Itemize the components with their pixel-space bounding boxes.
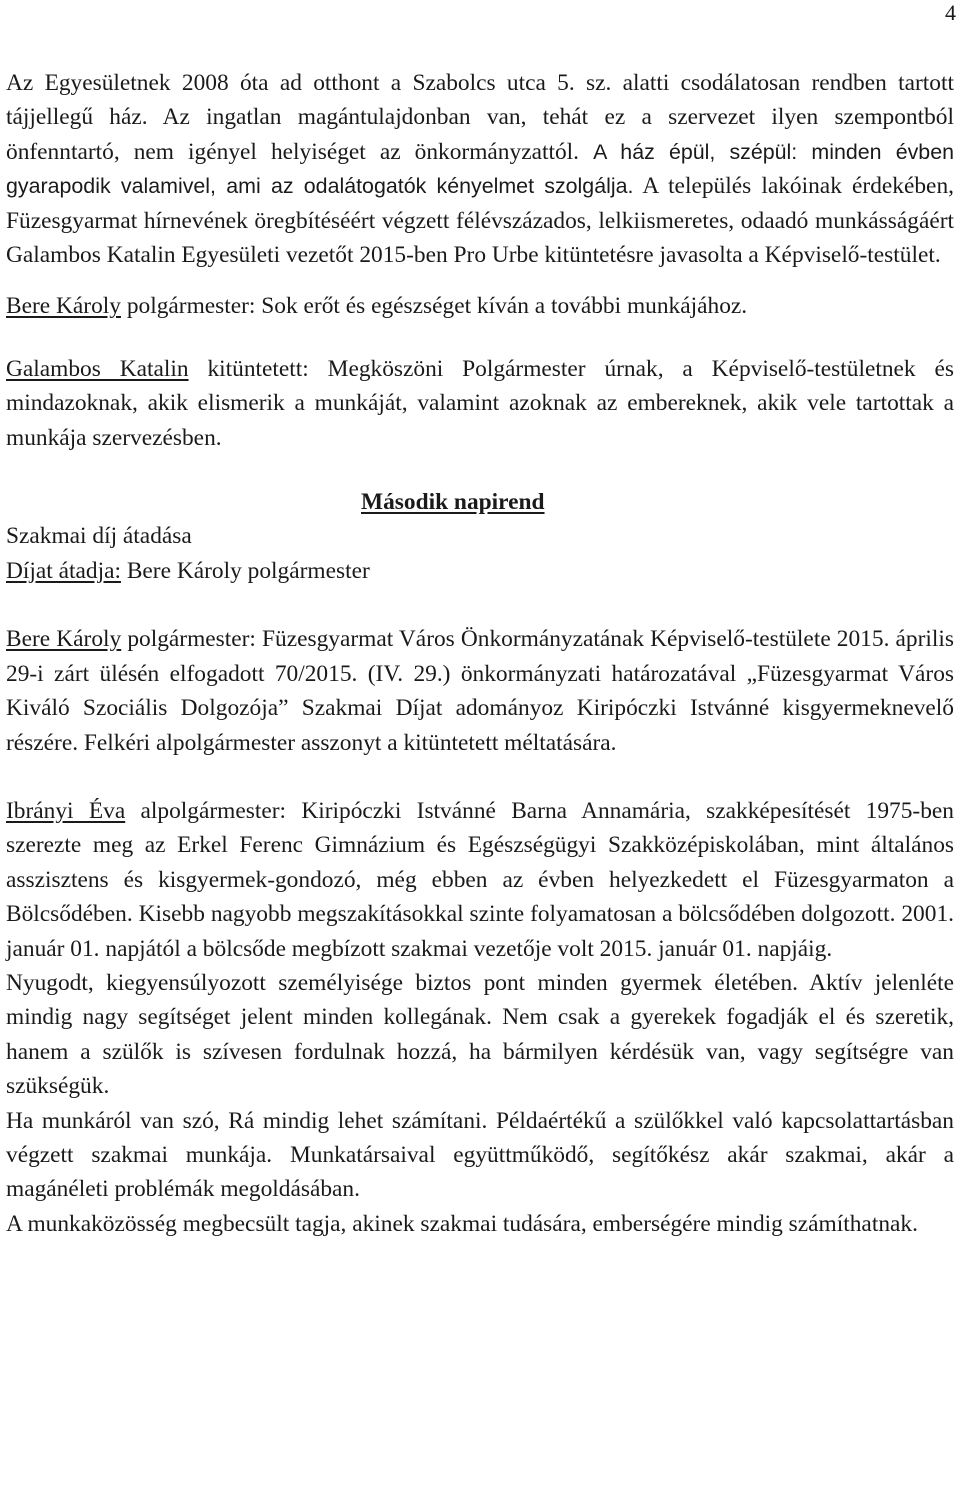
laudation-line: [6, 794, 954, 966]
laudation-line: A munkaközösség megbecsült tagja, akinek szakmai tudására, emberségére mindig számíthatnak.: [6, 1210, 918, 1237]
paragraph-text: A település lakóinak érdekében, Füzesgyarmat hírnevének öregbítéséért végzett félévszázados, lelkiismeretes, odaadó munkásságáért Galambos Katalin Egyesületi vezetőt 2015-ben Pro Urbe kitüntetésre javasolta a Képviselő-testület.: [6, 173, 954, 269]
speaker-name: Bere Károly: [6, 293, 121, 320]
laudation-line: Nyugodt, kiegyensúlyozott személyisége biztos pont minden gyermek életében. Aktív jelenléte mindig nagy segítséget jelent minden kollegának. Nem csak a gyerekek fogadják el és szeretik, hanem a szülők is szívesen fordulnak hozzá, ha bármilyen kérdésük van, vagy segítségre van szükségük.: [6, 969, 954, 1100]
paragraph-text: polgármester: Sok erőt és egészséget kíván a további munkájához.: [126, 293, 748, 320]
agenda-title: Szakmai díj átadása: [6, 523, 192, 550]
paragraph-text: kitüntetett: Megköszöni Polgármester úrnak, a Képviselő-testületnek és mindazoknak, akik elismerik a munkáját, valamint azoknak az embereknek, akik vele tartottak a munkája szervezésben.: [6, 355, 954, 451]
paragraph-mayor-wish: [6, 289, 954, 323]
presenter-label: Díjat átadja:: [6, 557, 121, 584]
paragraph-text: polgármester: Füzesgyarmat Város Önkormányzatának Képviselő-testülete 2015. április 29-i zárt ülésén elfogadott 70/2015. (IV. 29.) önkormányzati határozatával „Füzesgyarmat Város Kiváló Szociális Dolgozója” Szakmai Díjat adományoz Kiripóczki Istvánné kisgyermeknevelő részére. Felkéri alpolgármester asszonyt a kitüntetett méltatására.: [6, 626, 954, 756]
presenter-name: Bere Károly polgármester: [126, 557, 370, 584]
page-number: 4: [945, 0, 956, 25]
section-heading: Második napirend: [361, 489, 545, 516]
paragraph-laudation: [6, 794, 954, 1241]
paragraph-award-announcement: [6, 622, 954, 760]
paragraph-text: Az Egyesületnek 2008 óta ad otthont a Szabolcs utca 5. sz. alatti csodálatosan rendben tartott tájjellegű ház. Az ingatlan magántulajdonban van, tehát ez a szervezet ilyen szempontból önfenntartó, nem igényel helyiséget az önkormányzattól.: [6, 70, 954, 165]
laudation-line: Ha munkáról van szó, Rá mindig lehet számítani. Példaértékű a szülőkkel való kapcsolattartásban végzett szakmai munkája. Munkatársaival együttműködő, segítőkész akár szakmai, akár a magánéleti problémák megoldásában.: [6, 1107, 954, 1203]
paragraph-awardee-thanks: [6, 352, 954, 455]
agenda-presenter-line: [6, 554, 954, 588]
paragraph-text-sans: A ház épül, szépül: minden évben gyarapodik valamivel, ami az odalátogatók kényelmet szolgálja.: [6, 139, 954, 199]
speaker-name: Bere Károly: [6, 626, 122, 653]
paragraph-text: alpolgármester: Kiripóczki Istvánné Barna Annamária, szakképesítését 1975-ben szerezte meg az Erkel Ferenc Gimnázium és Egészségügyi Szakközépiskolában, mint általános asszisztens és kisgyermek-gondozó, még ebben az évben helyezkedett el Füzesgyarmaton a Bölcsődében. Kisebb nagyobb megszakításokkal szinte folyamatosan a bölcsődében dolgozott. 2001. január 01. napjától a bölcsőde megbízott szakmai vezetője volt 2015. január 01. napjáig.: [6, 797, 954, 962]
speaker-name: Ibrányi Éva: [6, 797, 126, 824]
paragraph-association-house: [6, 66, 954, 272]
speaker-name: Galambos Katalin: [6, 355, 189, 382]
document-body: [6, 66, 954, 1241]
